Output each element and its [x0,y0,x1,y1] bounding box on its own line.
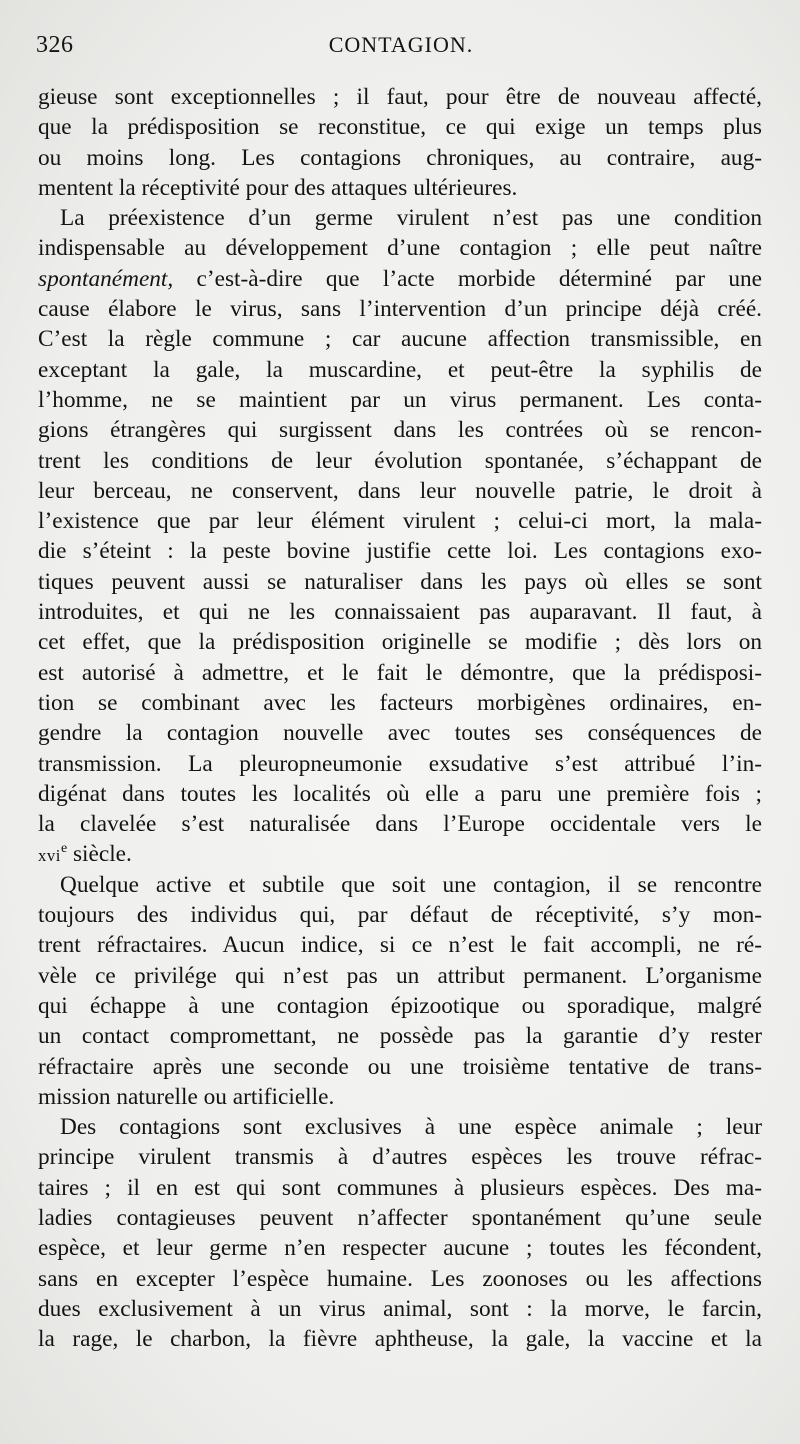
text-line: toujours des individus qui, par défaut de réceptivité, s’y mon- [38,902,762,929]
text-line-rest: siècle. [72,841,132,868]
text-line: principe virulent transmis à d’autres espèces les trouve réfrac- [38,1144,762,1171]
text-line: C’est la règle commune ; car aucune affection transmissible, en [38,326,762,353]
text-line: taires ; il en est qui sont communes à plusieurs espèces. Des ma- [38,1174,762,1201]
century-numeral: xvi [38,846,61,866]
text-line: un contact compromettant, ne possède pas la garantie d’y rester [38,1023,762,1050]
text-line: la clavelée s’est naturalisée dans l’Europe occidentale vers le [38,811,762,838]
text-line: ou moins long. Les contagions chroniques, au contraire, aug- [38,144,762,171]
text-line: l’homme, ne se maintient par un virus permanent. Les conta- [38,386,762,413]
text-line: cause élabore le virus, sans l’intervention d’un principe déjà créé. [38,296,762,323]
text-line: réfractaire après une seconde ou une troisième tentative de trans- [38,1053,762,1080]
italic-word: spontanément, [38,265,174,292]
text-line-rest: c’est-à-dire que l’acte morbide déterminé par une [196,265,762,292]
text-line: trent réfractaires. Aucun indice, si ce n’est le fait accompli, ne ré- [38,932,762,959]
text-line: introduites, et qui ne les connaissaient pas auparavant. Il faut, à [38,599,762,626]
text-line: indispensable au développement d’une contagion ; elle peut naître [38,235,762,262]
text-line: sans en excepter l’espèce humaine. Les zoonoses ou les affections [38,1265,762,1292]
text-line: qui échappe à une contagion épizootique ou sporadique, malgré [38,992,762,1019]
text-line: Quelque active et subtile que soit une contagion, il se rencontre [60,871,762,898]
text-line: digénat dans toutes les localités où elle a paru une première fois ; [38,780,762,807]
text-line: Des contagions sont exclusives à une espèce animale ; leur [60,1114,762,1141]
text-line: cet effet, que la prédisposition originelle se modifie ; dès lors on [38,629,762,656]
text-line: que la prédisposition se reconstitue, ce qui exige un temps plus [38,114,762,141]
text-line-with-century [38,839,762,869]
text-line: mentent la réceptivité pour des attaques ultérieures. [38,174,518,201]
century-superscript: e [60,841,68,857]
text-line: ladies contagieuses peuvent n’affecter spontanément qu’une seule [38,1204,762,1231]
running-head [36,32,766,62]
text-line-with-italic [38,264,762,294]
text-line: La préexistence d’un germe virulent n’est pas une condition [60,205,762,232]
text-line: vèle ce privilége qui n’est pas un attribut permanent. L’organisme [38,962,762,989]
text-line: gions étrangères qui surgissent dans les contrées où se rencon- [38,417,762,444]
text-line: tion se combinant avec les facteurs morbigènes ordinaires, en- [38,689,762,716]
body-text [38,82,762,1354]
page-number: 326 [36,32,74,58]
text-line: leur berceau, ne conservent, dans leur nouvelle patrie, le droit à [38,477,762,504]
text-line: gieuse sont exceptionnelles ; il faut, pour être de nouveau affecté, [38,84,762,110]
text-line: die s’éteint : la peste bovine justifie cette loi. Les contagions exo- [38,538,762,565]
text-line: l’existence que par leur élément virulent ; celui-ci mort, la mala- [38,508,762,535]
text-line: gendre la contagion nouvelle avec toutes ses conséquences de [38,720,762,747]
text-line: est autorisé à admettre, et le fait le démontre, que la prédisposi- [38,659,762,686]
text-line: la rage, le charbon, la fièvre aphtheuse, la gale, la vaccine et la [38,1326,762,1353]
text-line: dues exclusivement à un virus animal, sont : la morve, le farcin, [38,1295,762,1322]
text-line: espèce, et leur germe n’en respecter aucune ; toutes les fécondent, [38,1235,762,1262]
running-title: CONTAGION. [328,32,474,57]
text-line: trent les conditions de leur évolution spontanée, s’échappant de [38,447,762,474]
text-line: tiques peuvent aussi se naturaliser dans les pays où elles se sont [38,568,762,595]
text-line: transmission. La pleuropneumonie exsudative s’est attribué l’in- [38,750,762,777]
text-line: exceptant la gale, la muscardine, et peut-être la syphilis de [38,356,762,383]
text-line: mission naturelle ou artificielle. [38,1083,335,1110]
